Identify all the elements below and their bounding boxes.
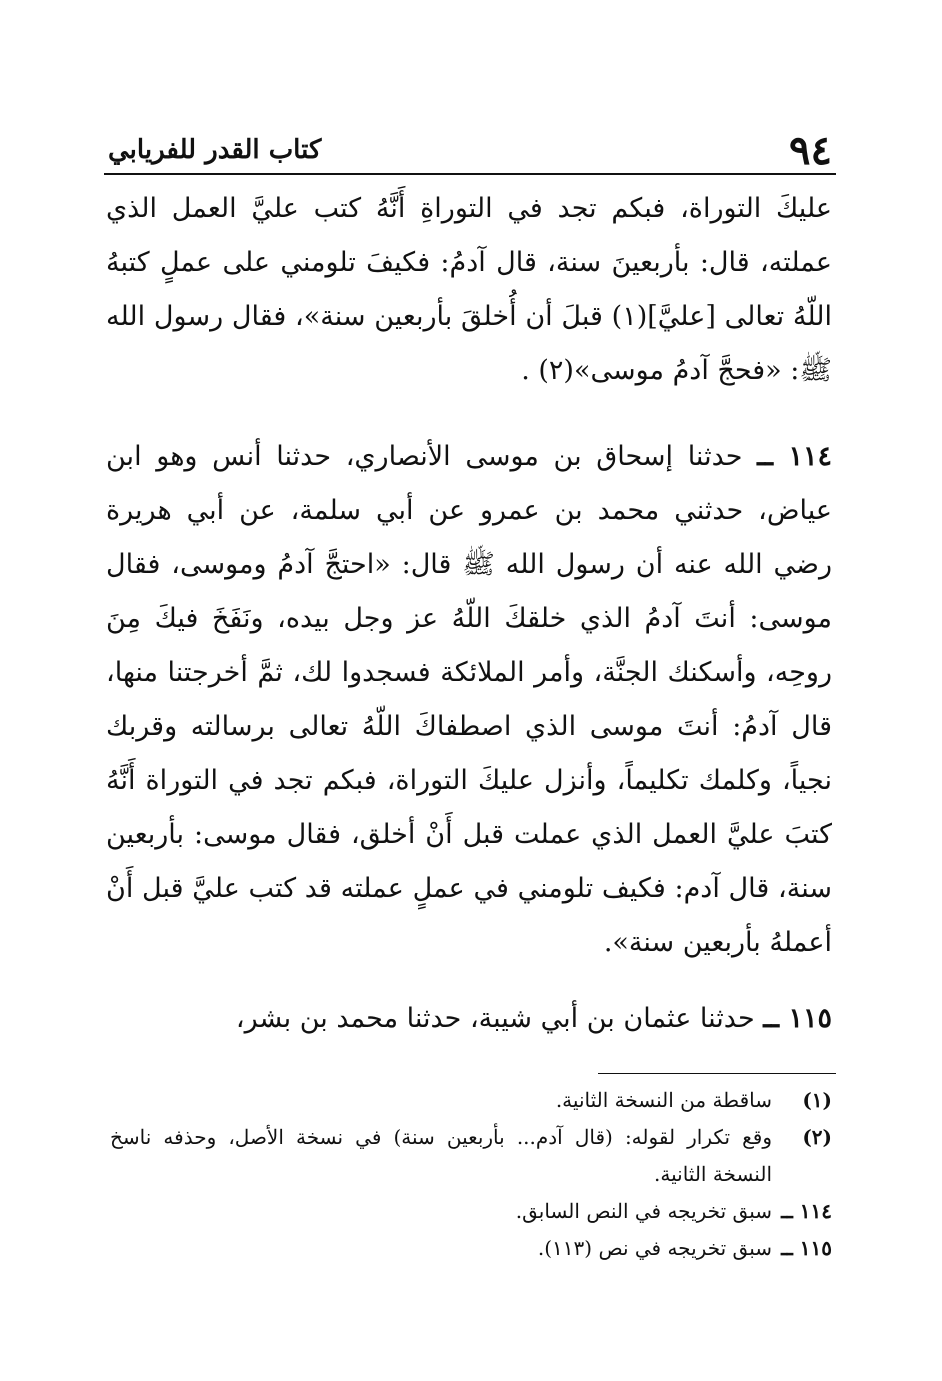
footnote bbox=[110, 1119, 832, 1193]
footnotes bbox=[110, 1082, 832, 1267]
paragraph-text: حدثنا عثمان بن أبي شيبة، حدثنا محمد بن بشر، bbox=[235, 1003, 755, 1034]
footnote-text: سبق تخريجه في النص السابق. bbox=[515, 1199, 772, 1223]
paragraph-continued bbox=[106, 182, 832, 398]
paragraph-text: حدثنا إسحاق بن موسى الأنصاري، حدثنا أنس وهو ابن عياض، حدثني محمد بن عمرو عن أبي سلمة، عن أبي هريرة رضي الله عنه أن رسول الله ﷺ قال: «احتجَّ آدمُ وموسى، فقال موسى: أنتَ آدمُ الذي خلقكَ اللّهُ عز وجل بيده، ونَفَخَ فيكَ مِنَ روحِه، وأسكنك الجنَّة، وأمر الملائكة فسجدوا لك، ثمَّ أخرجتنا منها، قال آدمُ: أنتَ موسى الذي اصطفاكَ اللّهُ تعالى برسالته وقربك نجياً، وكلمك تكليماً، وأنزل عليكَ التوراة، فبكم تجد في التوراة أَنَّهُ كتبَ عليَّ العمل الذي عملت قبل أَنْ أخلق، فقال موسى: بأربعين سنة، قال آدم: فكيف تلومني في عملٍ عملته قد كتب عليَّ قبل أَنْ أعملهُ بأربعين سنة». bbox=[106, 441, 832, 958]
running-title: كتاب القدر للفريابي bbox=[108, 135, 322, 165]
footnote-divider bbox=[598, 1073, 836, 1074]
footnote-text: ساقطة من النسخة الثانية. bbox=[555, 1088, 772, 1112]
page-number: ٩٤ bbox=[789, 126, 832, 174]
footnote-mark: ١١٤ ــ bbox=[781, 1199, 832, 1223]
hadith-number: ١١٥ ــ bbox=[763, 1003, 832, 1034]
footnote bbox=[110, 1082, 832, 1119]
footnote bbox=[110, 1230, 832, 1267]
footnote-mark: ١١٥ ــ bbox=[781, 1236, 832, 1260]
hadith-114 bbox=[106, 430, 832, 970]
footnote-text: سبق تخريجه في نص (١١٣). bbox=[537, 1236, 772, 1260]
hadith-number: ١١٤ ــ bbox=[757, 441, 832, 472]
footnote-mark: (٢) bbox=[802, 1125, 832, 1149]
hadith-115 bbox=[106, 992, 832, 1046]
footnote-text: وقع تكرار لقوله: (قال آدم... بأربعين سنة) في نسخة الأصل، وحذفه ناسخ النسخة الثانية. bbox=[110, 1125, 772, 1186]
footnote-mark: (١) bbox=[802, 1088, 832, 1112]
header-divider bbox=[104, 173, 836, 175]
paragraph-text: عليكَ التوراة، فبكم تجد في التوراةِ أَنَّهُ كتب عليَّ العمل الذي عملته، قال: بأربعينَ سنة، قال آدمُ: فكيفَ تلومني على عملٍ كتبهُ اللّهُ تعالى [عليَّ](١) قبلَ أن أُخلقَ بأربعين سنة»، فقال رسول الله ﷺ: «فحجَّ آدمُ موسى»(٢) . bbox=[106, 193, 832, 386]
page-header bbox=[108, 128, 832, 172]
footnote bbox=[110, 1193, 832, 1230]
